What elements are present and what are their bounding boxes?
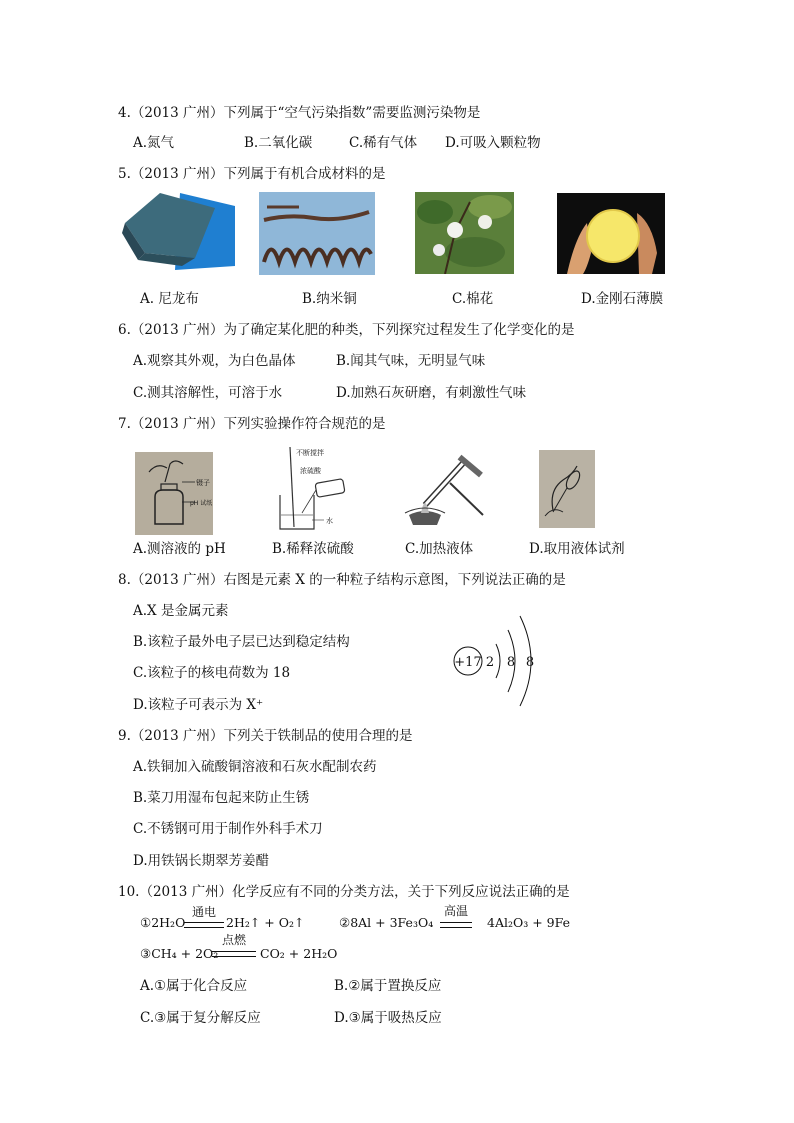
eq1-equals-sign: [184, 922, 224, 928]
heat-liquid-image: [395, 453, 487, 535]
q9-option-c: C.不锈钢可用于制作外科手术刀: [133, 821, 323, 837]
q4-stem: 4.（2013 广州）下列属于“空气污染指数”需要监测污染物是: [118, 105, 481, 121]
cotton-image: [415, 192, 514, 274]
eq3-reactants: ③CH₄ + 2O₂: [140, 946, 219, 961]
q6-stem: 6.（2013 广州）为了确定某化肥的种类，下列探究过程发生了化学变化的是: [118, 322, 575, 338]
q5-caption-d: D.金刚石薄膜: [581, 291, 664, 307]
q4-option-d: D.可吸入颗粒物: [445, 135, 541, 151]
q8-option-d: D.该粒子可表示为 X⁺: [133, 697, 264, 713]
q9-option-b: B.菜刀用湿布包起来防止生锈: [133, 790, 310, 806]
nano-copper-image: [259, 192, 375, 275]
q10-option-a: A.①属于化合反应: [140, 978, 248, 994]
shell-1-electrons: 2: [485, 655, 495, 670]
shell-3-electrons: 8: [525, 655, 535, 670]
label-water: 水: [326, 517, 333, 525]
q7-stem: 7.（2013 广州）下列实验操作符合规范的是: [118, 416, 386, 432]
q7-caption-b: B.稀释浓硫酸: [272, 541, 354, 557]
eq1-reactants: ①2H₂O: [140, 915, 186, 930]
eq3-condition: 点燃: [221, 933, 246, 947]
nylon-cloth-image: [120, 188, 235, 271]
take-liquid-image: [539, 450, 595, 528]
eq1-condition: 通电: [191, 905, 216, 919]
q10-option-b: B.②属于置换反应: [334, 978, 442, 994]
label-ph-paper: pH 试纸: [190, 500, 213, 507]
q7-caption-a: A.测溶液的 pH: [133, 541, 226, 557]
ph-test-image: [135, 452, 213, 535]
q6-option-d: D.加熟石灰研磨，有刺激性气味: [336, 385, 527, 401]
eq3-equals-sign: [212, 951, 256, 957]
q5-caption-b: B.纳米铜: [302, 291, 357, 307]
q9-option-a: A.铁铜加入硫酸铜溶液和石灰水配制农药: [133, 759, 377, 775]
q8-option-b: B.该粒子最外电子层已达到稳定结构: [133, 634, 350, 650]
q7-caption-c: C.加热液体: [405, 541, 474, 557]
nucleus-charge: +17: [454, 655, 482, 670]
q9-option-d: D.用铁锅长期翠芳姜醋: [133, 853, 270, 869]
label-tweezers: 镊子: [196, 479, 210, 487]
q6-option-b: B.闻其气味，无明显气味: [336, 353, 486, 369]
eq3-products: CO₂ + 2H₂O: [260, 946, 338, 961]
q8-stem: 8.（2013 广州）右图是元素 X 的一种粒子结构示意图，下列说法正确的是: [118, 572, 566, 588]
q6-option-a: A.观察其外观，为白色晶体: [133, 353, 296, 369]
eq2-products: 4Al₂O₃ + 9Fe: [487, 915, 571, 930]
label-stirring: 不断搅拌: [296, 449, 324, 457]
eq2-reactants: ②8Al + 3Fe₃O₄: [339, 915, 434, 930]
q10-stem: 10.（2013 广州）化学反应有不同的分类方法，关于下列反应说法正确的是: [118, 884, 570, 900]
q10-option-d: D.③属于吸热反应: [334, 1010, 442, 1026]
q5-caption-a: A. 尼龙布: [140, 291, 199, 307]
q9-stem: 9.（2013 广州）下列关于铁制品的使用合理的是: [118, 728, 413, 744]
eq1-products: 2H₂↑ + O₂↑: [226, 915, 305, 930]
q8-option-c: C.该粒子的核电荷数为 18: [133, 665, 291, 681]
eq2-condition: 高温: [443, 904, 468, 918]
q5-stem: 5.（2013 广州）下列属于有机合成材料的是: [118, 166, 386, 182]
diamond-film-image: [557, 193, 665, 274]
q6-option-c: C.测其溶解性，可溶于水: [133, 385, 283, 401]
q4-option-a: A.氮气: [133, 135, 175, 151]
q4-option-b: B.二氧化碳: [244, 135, 313, 151]
eq2-equals-sign: [440, 922, 472, 928]
atom-structure-diagram: [446, 600, 546, 712]
shell-2-electrons: 8: [506, 655, 516, 670]
q7-caption-d: D.取用液体试剂: [529, 541, 625, 557]
q10-option-c: C.③属于复分解反应: [140, 1010, 261, 1026]
dilute-acid-image: [276, 445, 360, 535]
q8-option-a: A.X 是金属元素: [133, 603, 229, 619]
label-conc-acid: 浓硫酸: [300, 467, 321, 475]
q5-caption-c: C.棉花: [452, 291, 494, 307]
q4-option-c: C.稀有气体: [349, 135, 418, 151]
